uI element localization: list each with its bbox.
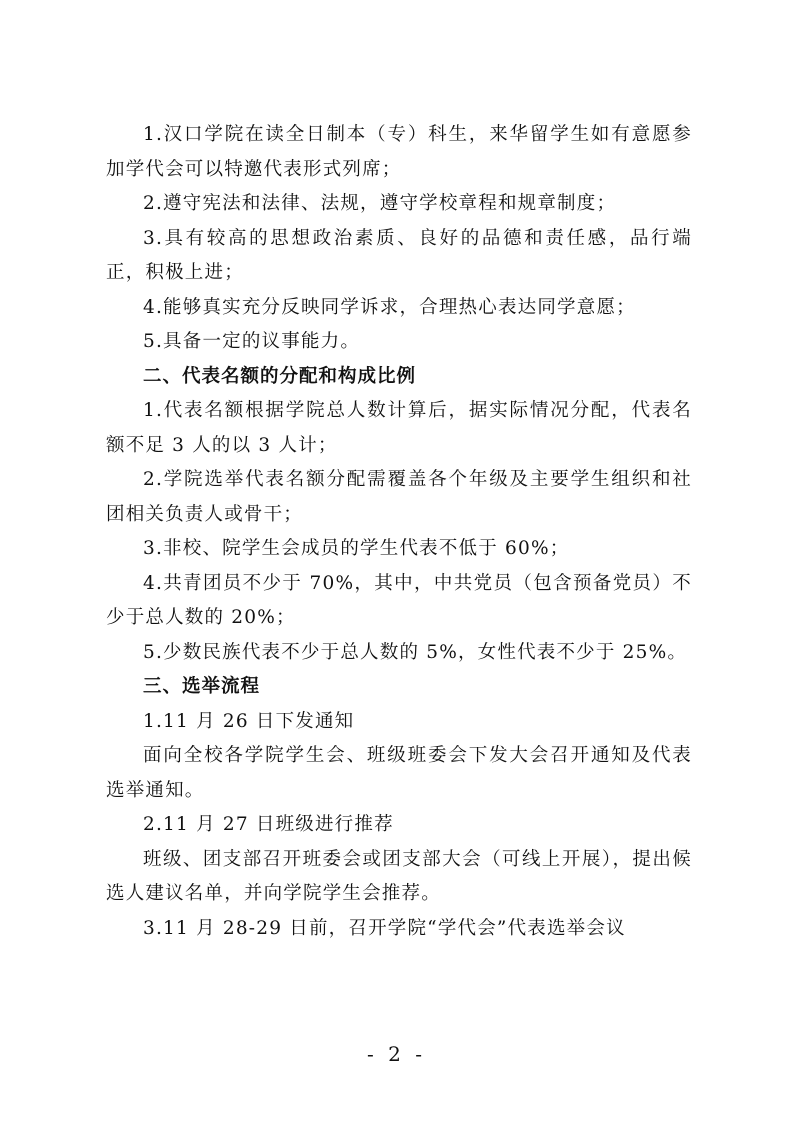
paragraph: 3.具有较高的思想政治素质、良好的品德和责任感，品行端正，积极上进； [106,227,692,283]
paragraph: 4.能够真实充分反映同学诉求，合理热心表达同学意愿； [143,296,636,318]
section-heading: 二、代表名额的分配和构成比例 [143,365,417,387]
paragraph: 2.11 月 27 日班级进行推荐 [143,814,394,835]
paragraph: 1.代表名额根据学院总人数计算后，据实际情况分配，代表名额不足 3 人的以 3 人计； [106,400,692,456]
paragraph: 4.共青团员不少于 70%，其中，中共党员（包含预备党员）不少于总人数的 20%； [106,572,692,628]
paragraph: 5.少数民族代表不少于总人数的 5%，女性代表不少于 25%。 [143,641,688,663]
paragraph: 面向全校各学院学生会、班级班委会下发大会召开通知及代表选举通知。 [106,745,692,801]
page-number: - 2 - [367,1042,426,1066]
paragraph: 2.学院选举代表名额分配需覆盖各个年级及主要学生组织和社团相关负责人或骨干； [106,469,692,525]
paragraph: 1.11 月 26 日下发通知 [143,710,355,732]
paragraph: 3.非校、院学生会成员的学生代表不低于 60%； [143,538,570,559]
paragraph: 1.汉口学院在读全日制本（专）科生，来华留学生如有意愿参加学代会可以特邀代表形式列席； [106,124,692,180]
paragraph: 班级、团支部召开班委会或团支部大会（可线上开展），提出候选人建议名单，并向学院学生会推荐。 [106,848,692,904]
paragraph: 3.11 月 28-29 日前，召开学院“学代会”代表选举会议 [143,917,626,939]
paragraph: 2.遵守宪法和法律、法规，遵守学校章程和规章制度； [143,193,617,214]
document-body [106,118,692,946]
paragraph: 5.具备一定的议事能力。 [143,331,361,352]
section-heading: 三、选举流程 [143,676,261,697]
